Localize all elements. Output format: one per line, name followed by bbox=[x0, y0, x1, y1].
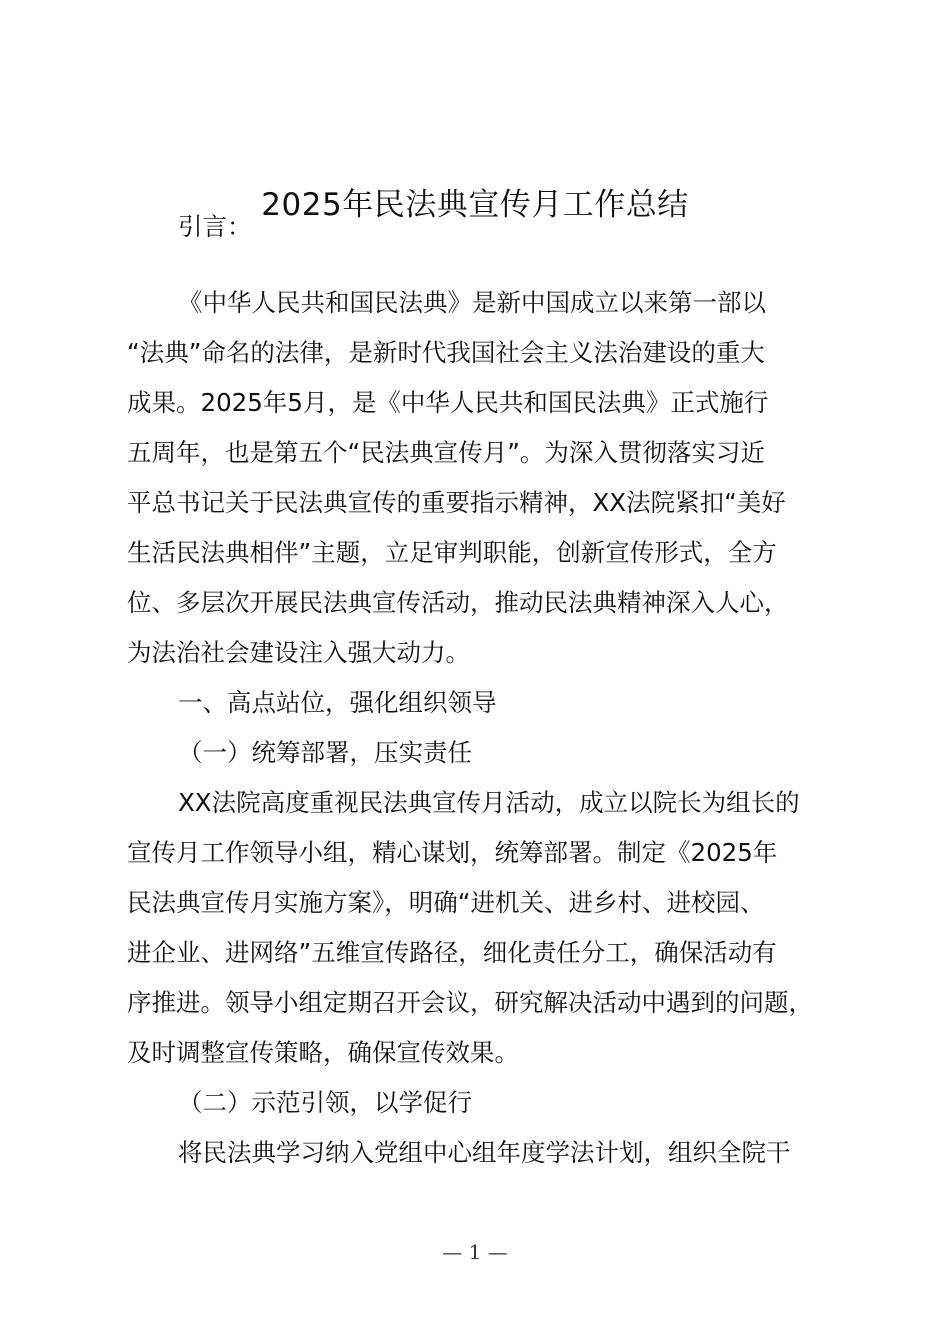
intro-line: 《中华人民共和国民法典》是新中国成立以来第一部以 bbox=[178, 288, 766, 317]
body-line: 序推进。领导小组定期召开会议，研究解决活动中遇到的问题， bbox=[127, 988, 813, 1017]
document-title: 2025年民法典宣传月工作总结 bbox=[261, 187, 689, 223]
body-line: 进企业、进网络”五维宣传路径，细化责任分工，确保活动有 bbox=[127, 938, 777, 967]
subsection-heading: （一）统筹部署，压实责任 bbox=[178, 738, 472, 767]
intro-line: 成果。2025年5月，是《中华人民共和国民法典》正式施行 bbox=[127, 388, 769, 417]
body-line: 及时调整宣传策略，确保宣传效果。 bbox=[127, 1038, 519, 1067]
body-line: XX法院高度重视民法典宣传月活动，成立以院长为组长的 bbox=[178, 788, 800, 817]
page-number: — 1 — bbox=[442, 1240, 508, 1264]
intro-line: 平总书记关于民法典宣传的重要指示精神，XX法院紧扣“美好 bbox=[127, 488, 786, 517]
intro-line: 位、多层次开展民法典宣传活动，推动民法典精神深入人心， bbox=[127, 588, 789, 617]
section-heading: 一、高点站位，强化组织领导 bbox=[178, 688, 497, 717]
body-line: 宣传月工作领导小组，精心谋划，统筹部署。制定《2025年 bbox=[127, 838, 778, 867]
intro-line: 五周年，也是第五个“民法典宣传月”。为深入贯彻落实习近 bbox=[127, 438, 765, 467]
intro-label: 引言： bbox=[178, 212, 252, 241]
intro-line: 生活民法典相伴”主题，立足审判职能，创新宣传形式，全方 bbox=[127, 538, 777, 567]
body-line: 将民法典学习纳入党组中心组年度学法计划，组织全院干 bbox=[178, 1138, 791, 1167]
intro-line: 为法治社会建设注入强大动力。 bbox=[127, 638, 470, 667]
subsection-heading: （二）示范引领，以学促行 bbox=[178, 1088, 472, 1117]
body-line: 民法典宣传月实施方案》，明确“进机关、进乡村、进校园、 bbox=[127, 888, 765, 917]
intro-line: “法典”命名的法律，是新时代我国社会主义法治建设的重大 bbox=[127, 338, 765, 367]
